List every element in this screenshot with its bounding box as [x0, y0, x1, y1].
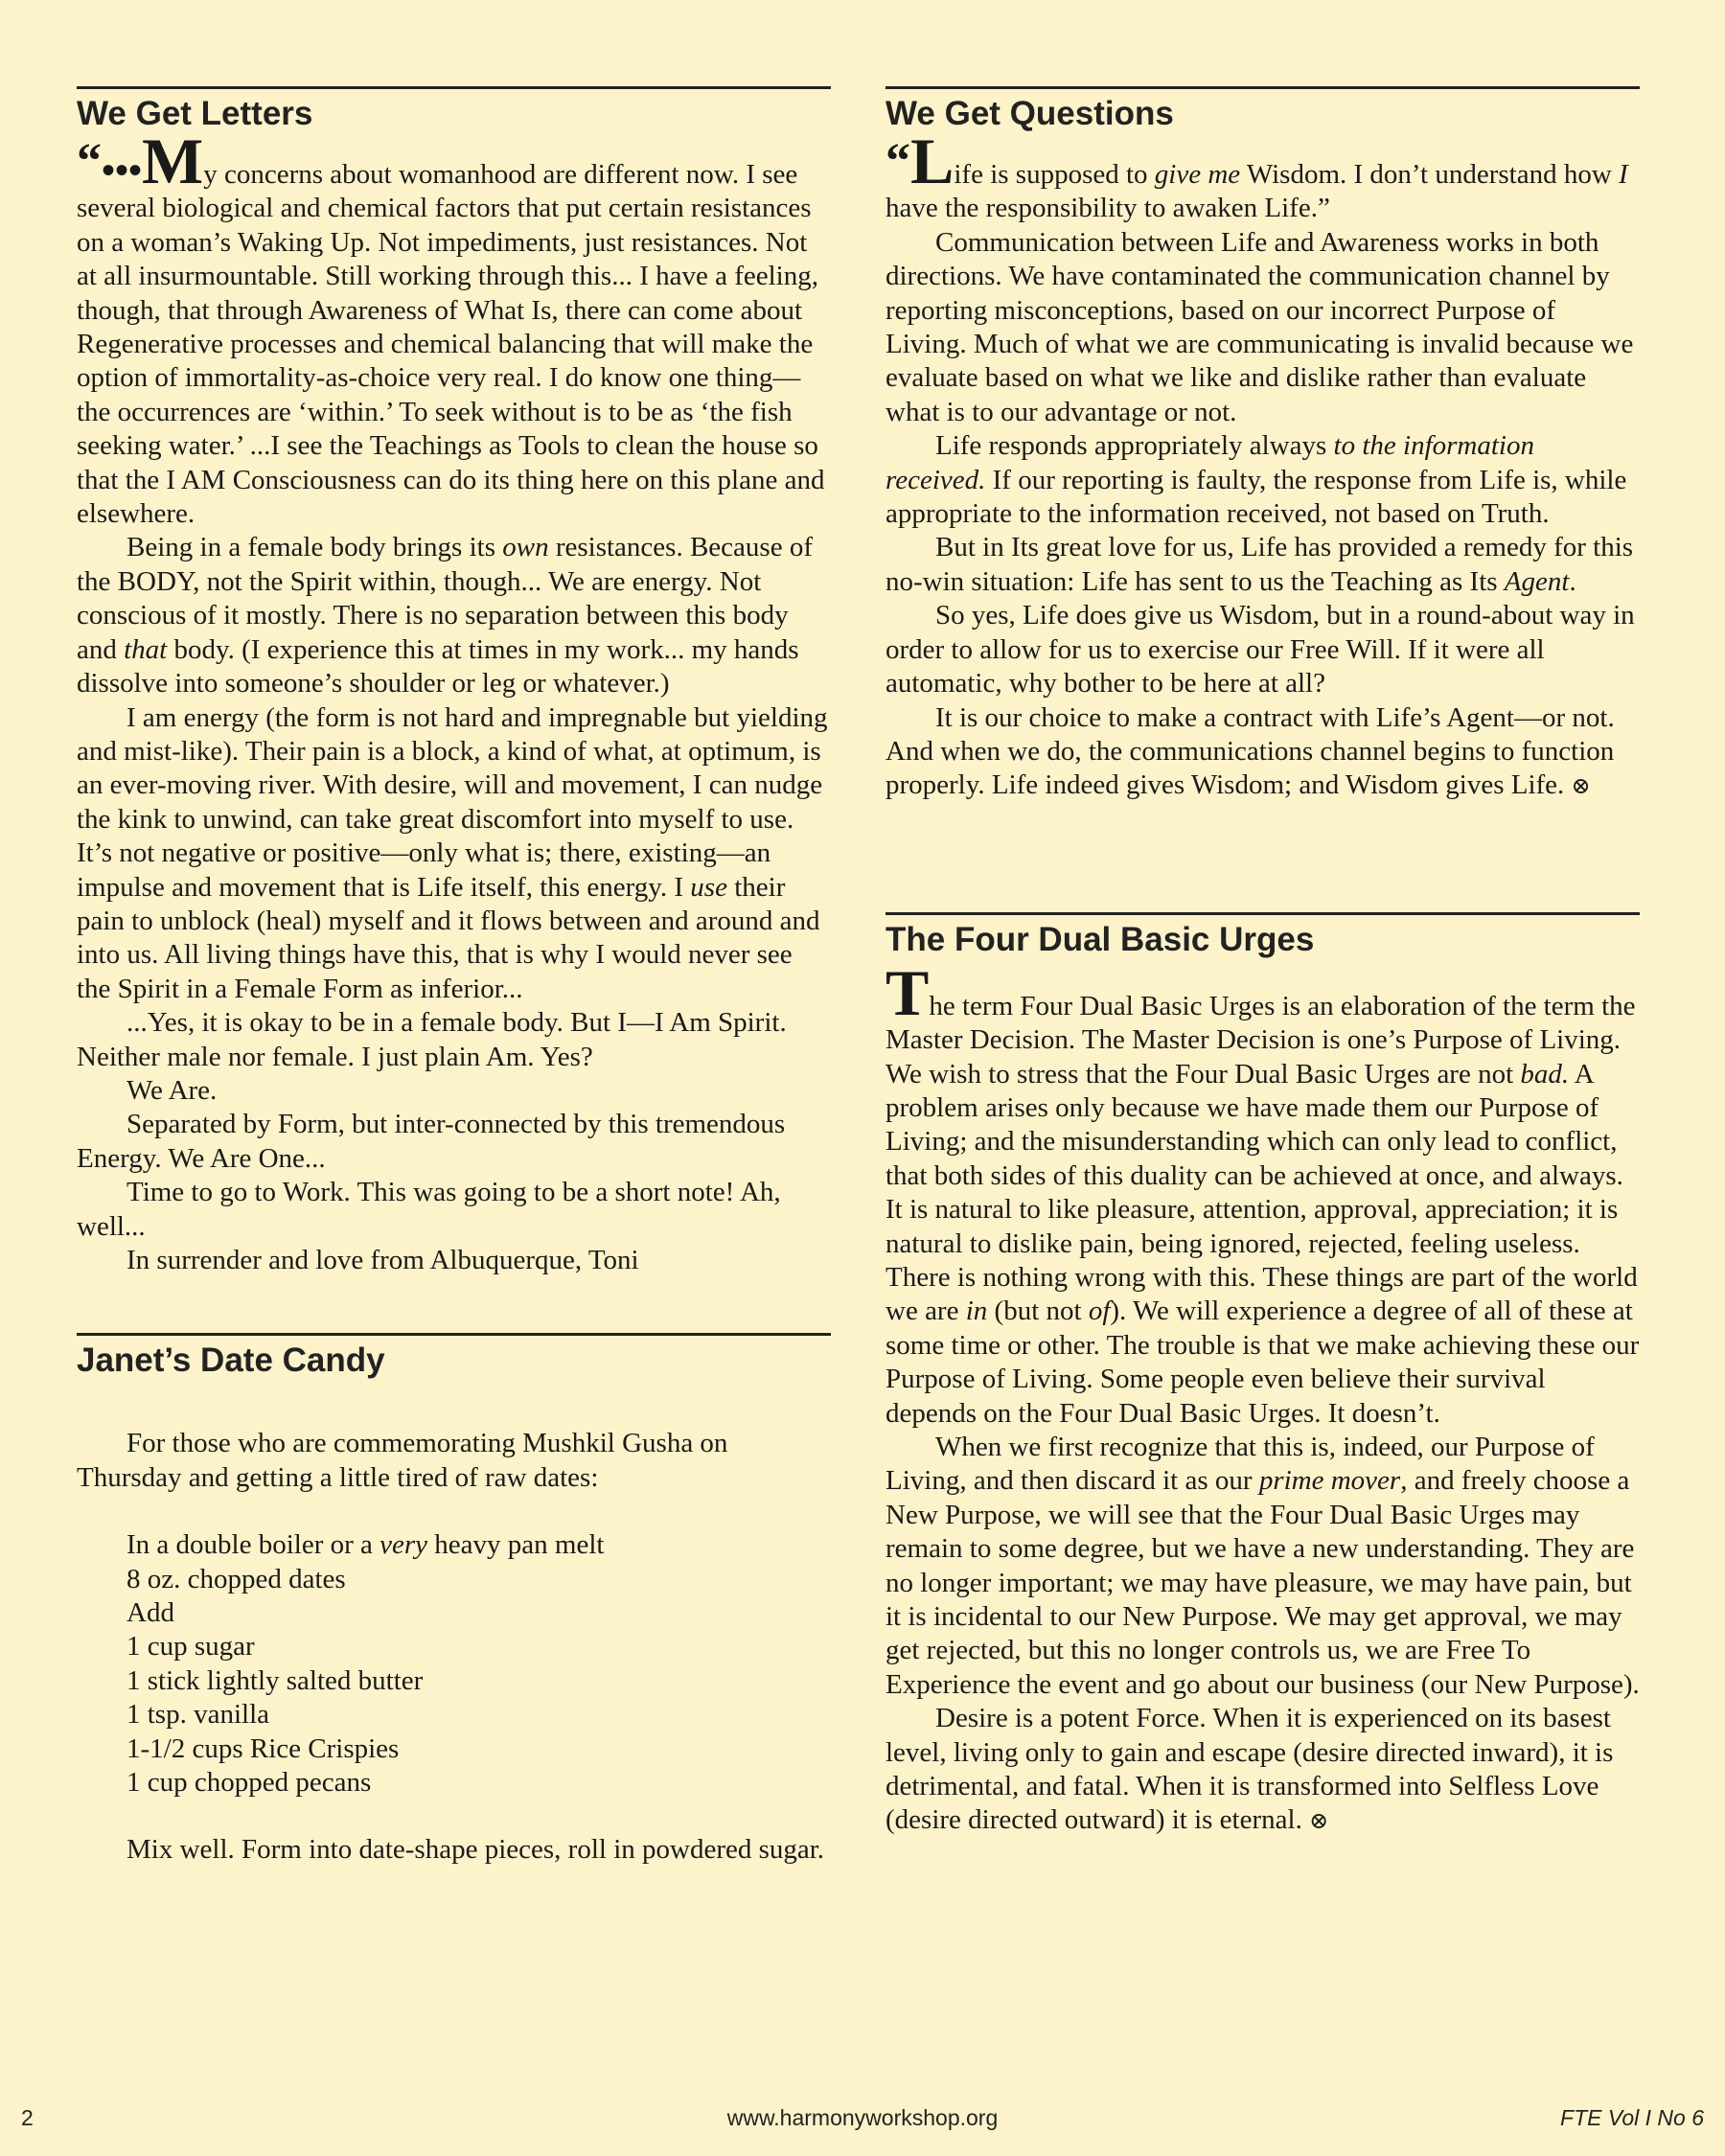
- emphasis: Agent: [1504, 565, 1570, 597]
- emphasis: use: [690, 871, 727, 903]
- letter-signoff: In surrender and love from Albuquerque, Toni: [126, 1245, 639, 1275]
- paragraph-text: Being in a female body brings its: [126, 532, 503, 563]
- left-column: [77, 86, 831, 1868]
- question-paragraph: [886, 125, 1640, 226]
- paragraph-text: have the responsibility to awaken Life.”: [886, 193, 1330, 224]
- drop-cap: L: [910, 125, 954, 197]
- emphasis: prime mover: [1258, 1465, 1401, 1497]
- recipe-line: [126, 1528, 831, 1562]
- paragraph-text: y concerns about womanhood are different now. I see several biological and chemical factors that put certain resistances on a woman’s Waking Up. Not impediments, just resistances. Not at all insurmountable. Still working through this... I have a feeling, though, that through Awareness of What Is, there can come about Regenerative processes and chemical balancing that will make the option of immortality-as-choice very real. I do know one thing—the occurrences are ‘within.’ To seek without is to be as ‘the fish seeking water.’ ...I see the Teachings as Tools to clean the house so that the I AM Consciousness can do its thing here on this plane and elsewhere.: [77, 159, 825, 530]
- website-url: www.harmonyworkshop.org: [726, 2105, 999, 2130]
- issue-label: FTE Vol I No 6: [1560, 2105, 1704, 2130]
- letter-paragraph: [77, 125, 831, 531]
- letter-paragraph: Time to go to Work. This was going to be a short note! Ah, well...: [77, 1177, 781, 1242]
- paragraph-text: (but not: [987, 1296, 1089, 1327]
- we-get-questions-section: [886, 86, 1640, 805]
- paragraph-text: ). We will experience a degree of all of these at some time or other. The trouble is that we make achieving these our Purpose of Living. Some people even believe their survival depends on the Four Dual Basic Urges. It doesn’t.: [886, 1296, 1640, 1429]
- article-paragraph: [886, 1702, 1640, 1840]
- open-quote: “: [77, 134, 102, 189]
- paragraph-text: resistances. Because of the BODY, not the Spirit within, though... We are energy. Not conscious of it mostly. There is no separation between this body and: [77, 532, 813, 665]
- emphasis: own: [502, 532, 549, 563]
- recipe-line: 1 cup chopped pecans: [126, 1767, 372, 1799]
- end-mark-icon: ⊗: [1571, 774, 1591, 800]
- section-title: We Get Questions: [886, 95, 1174, 132]
- recipe-outro: Mix well. Form into date-shape pieces, roll in powdered sugar.: [126, 1834, 825, 1866]
- paragraph-text: , and freely choose a New Purpose, we will see that the Four Dual Basic Urges may remain to some degree, but we have a new understanding. They are no longer important; we may have pleasure, we may have pain, but it is incidental to our New Purpose. We may get approval, we may get rejected, but this no longer controls us, we are Free To Experience the event and go about our business (our New Purpose).: [886, 1465, 1640, 1700]
- four-dual-basic-urges-section: [886, 912, 1640, 1840]
- recipe-line: 1 tsp. vanilla: [126, 1699, 270, 1731]
- answer-paragraph: Communication between Life and Awareness works in both directions. We have contaminated the communication channel by reporting misconceptions, based on our incorrect Purpose of Living. Much of what we are communicating is invalid because we evaluate based on what we like and dislike rather than evaluate what is to our advantage or not.: [886, 226, 1634, 427]
- emphasis: I: [1619, 159, 1628, 190]
- section-rule: [886, 912, 1640, 915]
- emphasis: very: [380, 1529, 428, 1561]
- article-paragraph: [886, 955, 1640, 1431]
- paragraph-text: their pain to unblock (heal) myself and it flows between and around and into us. All living things have this, that is why I would never see the Spirit in a Female Form as inferior...: [77, 871, 820, 1004]
- paragraph-text: It is our choice to make a contract with Life’s Agent—or not. And when we do, the communications channel begins to function properly. Life indeed gives Wisdom; and Wisdom gives Life.: [886, 701, 1615, 801]
- paragraph-text: Wisdom. I don’t understand how: [1240, 159, 1620, 190]
- recipe-line: Add: [126, 1597, 174, 1629]
- emphasis: in: [965, 1296, 988, 1327]
- letter-paragraph: [77, 531, 831, 700]
- drop-cap: T: [886, 955, 930, 1029]
- section-title: The Four Dual Basic Urges: [886, 920, 1315, 958]
- right-column: [886, 86, 1640, 1840]
- paragraph-text: If our reporting is faulty, the response from Life is, while appropriate to the information received, not based on Truth.: [886, 464, 1627, 530]
- paragraph-text: ife is supposed to: [954, 159, 1155, 190]
- letter-paragraph: [77, 701, 831, 1007]
- section-rule: [77, 1333, 831, 1336]
- paragraph-text: .: [1569, 565, 1576, 597]
- article-paragraph: [886, 1431, 1640, 1702]
- paragraph-text: In a double boiler or a: [126, 1529, 380, 1561]
- recipe-line: 1 stick lightly salted butter: [126, 1664, 424, 1696]
- we-get-letters-section: [77, 86, 831, 1277]
- paragraph-text: When we first recognize that this is, indeed, our Purpose of Living, and then discard it as our: [886, 1432, 1595, 1497]
- answer-paragraph: [886, 531, 1640, 599]
- emphasis: give me: [1154, 159, 1241, 190]
- recipe-line: 1 cup sugar: [126, 1631, 255, 1663]
- paragraph-text: heavy pan melt: [427, 1529, 605, 1561]
- paragraph-text: But in Its great love for us, Life has provided a remedy for this no-win situation: Life has sent to us the Teaching as Its: [886, 532, 1634, 597]
- answer-paragraph: So yes, Life does give us Wisdom, but in a round-about way in order to allow for us to exercise our Free Will. If it were all automatic, why bother to be here at all?: [886, 600, 1635, 700]
- letter-paragraph: ...Yes, it is okay to be in a female body. But I—I Am Spirit. Neither male nor female. I just plain Am. Yes?: [77, 1007, 787, 1072]
- emphasis: bad.: [1520, 1058, 1570, 1089]
- section-title: Janet’s Date Candy: [77, 1342, 385, 1380]
- emphasis: of: [1088, 1296, 1111, 1327]
- paragraph-text: he term Four Dual Basic Urges is an elaboration of the term the Master Decision. The Master Decision is one’s Purpose of Living. We wish to stress that the Four Dual Basic Urges are not: [886, 990, 1636, 1089]
- emphasis: to the information received.: [886, 430, 1534, 495]
- recipe-list: [126, 1528, 831, 1800]
- paragraph-text: I am energy (the form is not hard and impregnable but yielding and mist-like). Their pain is a block, a kind of what, at optimum, is an ever-moving river. With desire, will and movement, I can nudge the kink to unwind, can take great discomfort into myself to use. It’s not negative or positive—only what is; there, existing—an impulse and movement that is Life itself, this energy. I: [77, 701, 828, 903]
- paragraph-text: A problem arises only because we have made them our Purpose of Living; and the misunderstanding which can only lead to conflict, that both sides of this duality can be achieved at once, and always. It is natural to like pleasure, attention, approval, appreciation; it is natural to dislike pain, being ignored, rejected, feeling useless. There is nothing wrong with this. These things are part of the world we are: [886, 1058, 1638, 1327]
- letter-paragraph: We Are.: [126, 1074, 218, 1106]
- letter-paragraph: Separated by Form, but inter-connected by this tremendous Energy. We Are One...: [77, 1109, 786, 1174]
- open-quote: “: [886, 134, 910, 189]
- page-number: 2: [21, 2105, 34, 2130]
- recipe-line: 1-1/2 cups Rice Crispies: [126, 1732, 400, 1764]
- end-mark-icon: ⊗: [1309, 1809, 1329, 1835]
- paragraph-text: Life responds appropriately always: [935, 430, 1334, 462]
- recipe-line: 8 oz. chopped dates: [126, 1563, 346, 1594]
- paragraph-text: body. (I experience this at times in my work... my hands dissolve into someone’s shoulder or leg or whatever.): [77, 633, 799, 700]
- section-rule: [886, 86, 1640, 89]
- answer-paragraph: [886, 429, 1640, 531]
- answer-paragraph: [886, 701, 1640, 805]
- section-title: We Get Letters: [77, 95, 313, 132]
- recipe-intro: For those who are commemorating Mushkil Gusha on Thursday and getting a little tired of raw dates:: [77, 1428, 728, 1493]
- page-footer: [0, 2105, 1725, 2144]
- ellipsis-dots: •••: [102, 149, 143, 192]
- emphasis: that: [124, 633, 168, 665]
- drop-cap: M: [142, 125, 204, 197]
- section-rule: [77, 86, 831, 89]
- date-candy-section: [77, 1333, 831, 1867]
- paragraph-text: Desire is a potent Force. When it is experienced on its basest level, living only to gain and escape (desire directed inward), it is detrimental, and fatal. When it is transformed into Selfless Love (desire directed outward) it is eternal.: [886, 1703, 1614, 1836]
